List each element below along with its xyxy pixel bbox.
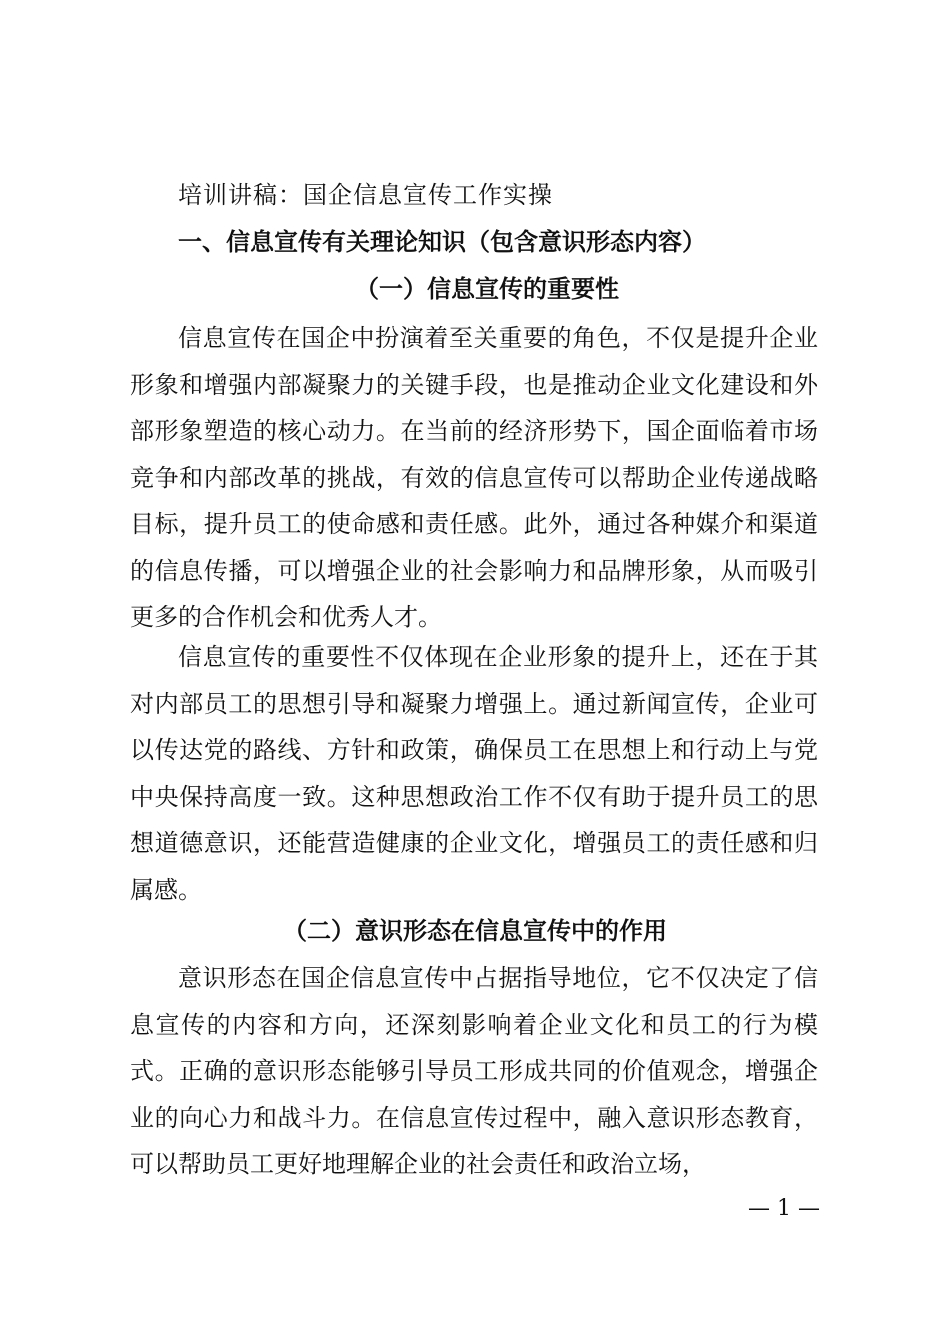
paragraph: 信息宣传在国企中扮演着至关重要的角色，不仅是提升企业形象和增强内部凝聚力的关键手段，也是推动企业文化建设和外部形象塑造的核心动力。在当前的经济形势下，国企面临着市场竞争和内部改革的挑战，有效的信息宣传可以帮助企业传递战略目标，提升员工的使命感和责任感。此外，通过各种媒介和渠道的信息传播，可以增强企业的社会影响力和品牌形象，从而吸引更多的合作机会和优秀人才。 bbox=[130, 324, 818, 631]
section-heading: 一、信息宣传有关理论知识（包含意识形态内容） bbox=[178, 228, 706, 256]
subsection-heading-ideology: （二）意识形态在信息宣传中的作用 bbox=[283, 916, 667, 945]
paragraph: 信息宣传的重要性不仅体现在企业形象的提升上，还在于其对内部员工的思想引导和凝聚力增强上。通过新闻宣传，企业可以传达党的路线、方针和政策，确保员工在思想上和行动上与党中央保持高度一致。这种思想政治工作不仅有助于提升员工的思想道德意识，还能营造健康的企业文化，增强员工的责任感和归属感。 bbox=[130, 643, 818, 904]
subsection-heading-importance: （一）信息宣传的重要性 bbox=[355, 274, 619, 303]
page-number: — 1 — bbox=[748, 1196, 820, 1221]
document-title: 培训讲稿：国企信息宣传工作实操 bbox=[178, 181, 553, 209]
paragraph: 意识形态在国企信息宣传中占据指导地位，它不仅决定了信息宣传的内容和方向，还深刻影响着企业文化和员工的行为模式。正确的意识形态能够引导员工形成共同的价值观念，增强企业的向心力和战斗力。在信息宣传过程中，融入意识形态教育，可以帮助员工更好地理解企业的社会责任和政治立场， bbox=[130, 964, 818, 1178]
